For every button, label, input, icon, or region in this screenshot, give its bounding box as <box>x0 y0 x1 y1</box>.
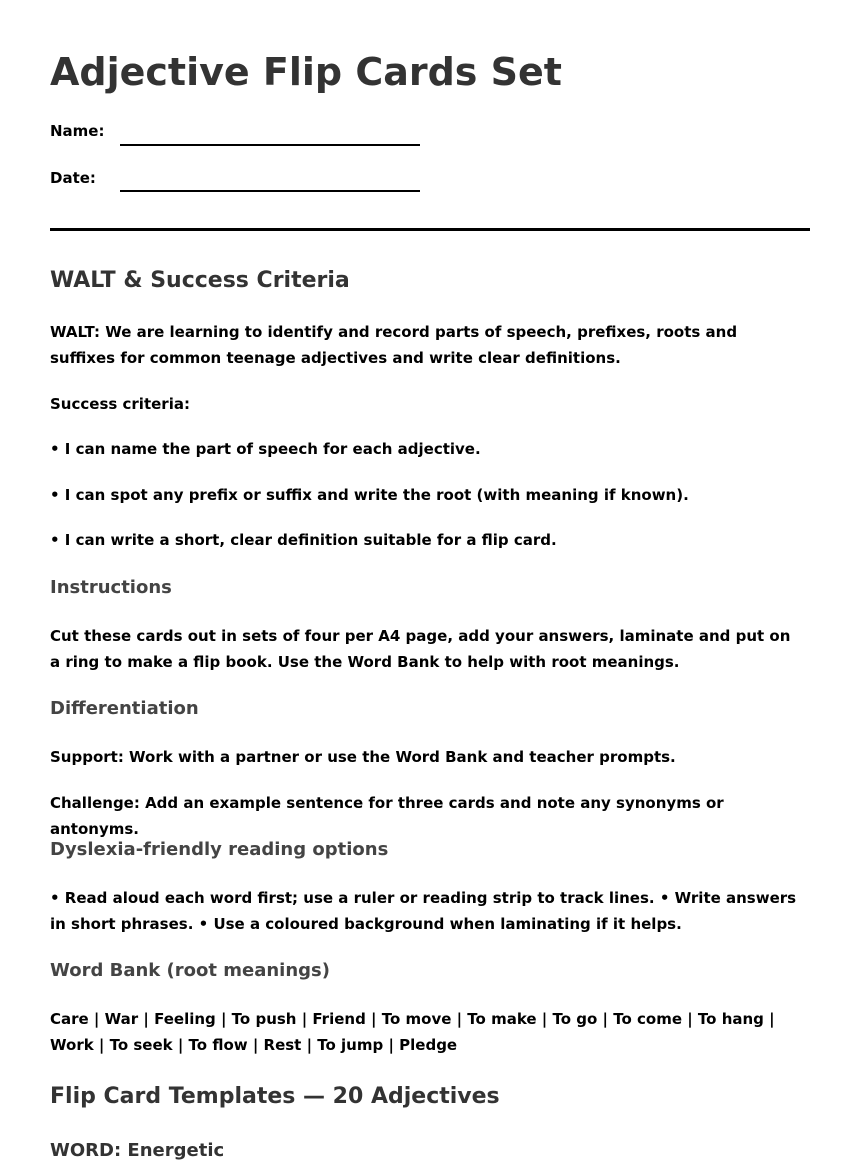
name-label: Name: <box>50 122 105 140</box>
word-bank-heading: Word Bank (root meanings) <box>50 960 330 981</box>
instructions-text: Cut these cards out in sets of four per A4 page, add your answers, laminate and put on a ring to make a flip book. Use the Word Bank to help with root meanings. <box>50 627 791 671</box>
instructions-heading: Instructions <box>50 577 172 598</box>
date-label: Date: <box>50 169 96 187</box>
header-divider <box>50 228 810 231</box>
word-bank-text: Care | War | Feeling | To push | Friend | To move | To make | To go | To come | To hang | Work | To seek | To flow | Rest | To jump | Pledge <box>50 1010 775 1054</box>
card-word-label: WORD: Energetic <box>50 1140 225 1161</box>
dyslexia-text: • Read aloud each word first; use a ruler or reading strip to track lines. • Write answers in short phrases. • Use a coloured background when laminating if it helps. <box>50 889 797 933</box>
criteria-item: • I can spot any prefix or suffix and write the root (with meaning if known). <box>50 486 689 504</box>
criteria-item: • I can name the part of speech for each adjective. <box>50 440 481 458</box>
criteria-item: • I can write a short, clear definition suitable for a flip card. <box>50 531 557 549</box>
walt-heading: WALT & Success Criteria <box>50 268 350 293</box>
support-text: Support: Work with a partner or use the Word Bank and teacher prompts. <box>50 748 676 766</box>
walt-text: WALT: We are learning to identify and record parts of speech, prefixes, roots and suffixes for common teenage adjectives and write clear definitions. <box>50 323 738 367</box>
name-blank-line[interactable] <box>120 144 420 146</box>
name-field <box>50 122 104 140</box>
date-blank-line[interactable] <box>120 190 420 192</box>
page-title: Adjective Flip Cards Set <box>50 50 562 94</box>
challenge-text: Challenge: Add an example sentence for three cards and note any synonyms or antonyms. <box>50 794 724 838</box>
date-field <box>50 169 96 187</box>
success-criteria-label: Success criteria: <box>50 395 190 413</box>
templates-heading: Flip Card Templates — 20 Adjectives <box>50 1084 500 1109</box>
dyslexia-heading: Dyslexia-friendly reading options <box>50 839 389 860</box>
differentiation-heading: Differentiation <box>50 698 199 719</box>
